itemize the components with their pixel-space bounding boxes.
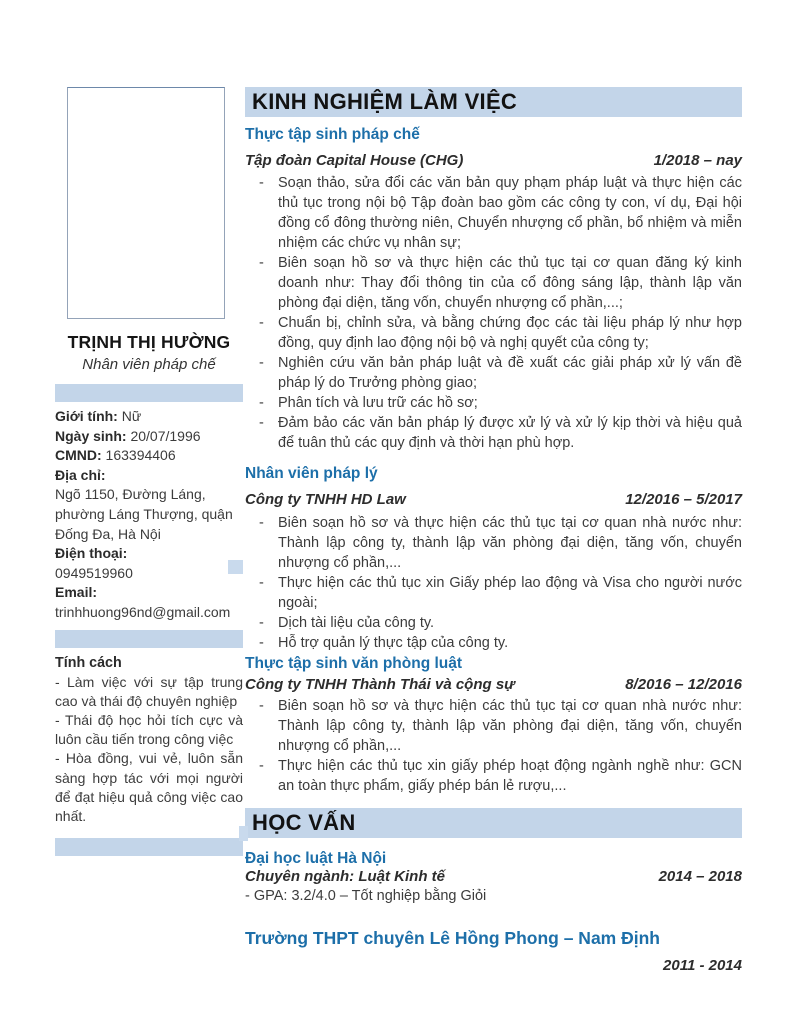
job-entry: [245, 465, 742, 653]
education-entry: [245, 850, 742, 905]
info-line-phone-value: [55, 564, 243, 584]
info-value: 163394406: [105, 447, 176, 464]
info-label: Điện thoại:: [55, 545, 128, 562]
info-line-address-value: [55, 485, 243, 544]
job-company-row: [245, 676, 742, 693]
info-label: Ngày sinh:: [55, 427, 127, 444]
job-role: Thực tập sinh pháp chế: [245, 126, 420, 143]
bullet-item: - Thực hiện các thủ tục xin Giấy phép lao động và Visa cho người nước ngoài;: [245, 573, 742, 613]
photo-placeholder: [67, 87, 225, 319]
education-detail-row: [245, 868, 742, 885]
personality-heading: Tính cách: [55, 654, 122, 671]
main-column: [245, 87, 742, 974]
info-value: Nữ: [121, 408, 142, 424]
job-entry: [245, 126, 742, 453]
info-line-gender: [55, 407, 243, 427]
bullet-item: - Biên soạn hồ sơ và thực hiện các thủ tục tại cơ quan đăng ký kinh doanh như: Thay đổi thông tin của cổ đông sáng lập, thành lập văn phòng đại diện, tăng vốn, chuyển nhượng cổ phần,...;: [245, 253, 742, 313]
info-value: 20/07/1996: [130, 427, 201, 444]
personality-section: [55, 654, 243, 827]
info-line-id-number: [55, 446, 243, 466]
job-role: Nhân viên pháp lý: [245, 465, 378, 482]
info-line-email-value: [55, 603, 243, 623]
personality-item: - Hòa đồng, vui vẻ, luôn sẵn sàng hợp tác với mọi người để đạt hiệu quả công việc cao nhất.: [55, 750, 243, 824]
education-entry: [245, 927, 742, 974]
info-line-birthdate: [55, 427, 243, 447]
education-period: 2014 – 2018: [658, 868, 742, 885]
info-line-address-label: [55, 466, 243, 486]
school-name: Đại học luật Hà Nội: [245, 850, 387, 867]
education-period: 2011 - 2014: [663, 957, 742, 974]
job-bullet-list: [245, 173, 742, 453]
info-value: 0949519960: [55, 564, 133, 581]
job-period: 1/2018 – nay: [653, 152, 742, 169]
candidate-job-title: Nhân viên pháp chế: [82, 356, 216, 373]
sidebar-divider-strip: [55, 838, 243, 856]
decor-fragment: [239, 826, 248, 841]
job-bullet-list: [245, 696, 742, 796]
education-major: Chuyên ngành: Luật Kinh tế: [245, 868, 445, 885]
job-company: Công ty TNHH Thành Thái và cộng sự: [245, 676, 515, 693]
personality-item: - Thái độ học hỏi tích cực và luôn cầu tiến trong công việc: [55, 711, 243, 748]
job-entry: [245, 655, 742, 796]
job-role: Thực tập sinh văn phòng luật: [245, 655, 463, 672]
bullet-item: - Biên soạn hồ sơ và thực hiện các thủ tục tại cơ quan nhà nước như: Thành lập công ty, thành lập văn phòng đại diện, tăng vốn, chuyển nhượng cổ phần,...: [245, 513, 742, 573]
gpa-note: - GPA: 3.2/4.0 – Tốt nghiệp bằng Giỏi: [245, 888, 487, 904]
section-header-experience: KINH NGHIỆM LÀM VIỆC: [245, 87, 742, 117]
bullet-item: - Đảm bảo các văn bản pháp lý được xử lý và xử lý kịp thời và hiệu quả để tuân thủ các quy định và thời hạn phù hợp.: [245, 413, 742, 453]
bullet-item: - Chuẩn bị, chỉnh sửa, và bằng chứng đọc các tài liệu pháp lý như hợp đồng, quy định lao động nội bộ và nghị quyết của công ty;: [245, 313, 742, 353]
decor-fragment: [228, 560, 243, 574]
job-company-row: [245, 152, 742, 169]
job-bullet-list: [245, 513, 742, 653]
bullet-item: - Soạn thảo, sửa đổi các văn bản quy phạm pháp luật và thực hiện các thủ tục trong nội bộ Tập đoàn bao gồm các công ty con, ví dụ, Đại hội đồng cổ đông thường niên, Chuyển nhượng cổ phần, bổ nhiệm và miễn nhiệm các chức vụ nhân sự;: [245, 173, 742, 253]
personality-item: - Làm việc với sự tập trung cao và thái độ chuyên nghiệp: [55, 673, 243, 709]
info-value: Ngõ 1150, Đường Láng, phường Láng Thượng, quận Đống Đa, Hà Nội: [55, 486, 233, 542]
sidebar-divider-strip: [55, 630, 243, 648]
section-header-education: HỌC VẤN: [245, 808, 742, 838]
job-company: Tập đoàn Capital House (CHG): [245, 152, 464, 169]
info-label: Giới tính:: [55, 408, 118, 424]
job-company-row: [245, 491, 742, 508]
info-line-phone-label: [55, 544, 243, 564]
candidate-name: TRỊNH THỊ HƯỜNG: [67, 332, 231, 352]
job-company: Công ty TNHH HD Law: [245, 491, 406, 508]
school-name: Trường THPT chuyên Lê Hồng Phong – Nam Định: [245, 928, 660, 948]
personal-info: [55, 407, 243, 623]
bullet-item: - Phân tích và lưu trữ các hồ sơ;: [245, 393, 742, 413]
bullet-item: - Thực hiện các thủ tục xin giấy phép hoạt động ngành nghề như: GCN an toàn thực phẩm, giấy phép bán lẻ rượu,...: [245, 756, 742, 796]
bullet-item: - Hỗ trợ quản lý thực tập của công ty.: [245, 633, 742, 653]
bullet-item: - Biên soạn hồ sơ và thực hiện các thủ tục tại cơ quan nhà nước như: Thành lập công ty, thành lập văn phòng đại diện, tăng vốn, chuyển nhượng cổ phần,...: [245, 696, 742, 756]
sidebar: [55, 87, 243, 856]
sidebar-divider-strip: [55, 384, 243, 402]
job-period: 8/2016 – 12/2016: [625, 676, 742, 693]
info-label: Địa chỉ:: [55, 466, 106, 483]
info-value: trinhhuong96nd@gmail.com: [55, 603, 231, 620]
bullet-item: - Nghiên cứu văn bản pháp luật và đề xuất các giải pháp xử lý vấn đề pháp lý do Trưởng phòng giao;: [245, 353, 742, 393]
info-line-email-label: [55, 583, 243, 603]
bullet-item: - Dịch tài liệu của công ty.: [245, 613, 742, 633]
info-label: CMND:: [55, 447, 102, 464]
info-label: Email:: [55, 584, 98, 601]
job-period: 12/2016 – 5/2017: [625, 491, 742, 508]
